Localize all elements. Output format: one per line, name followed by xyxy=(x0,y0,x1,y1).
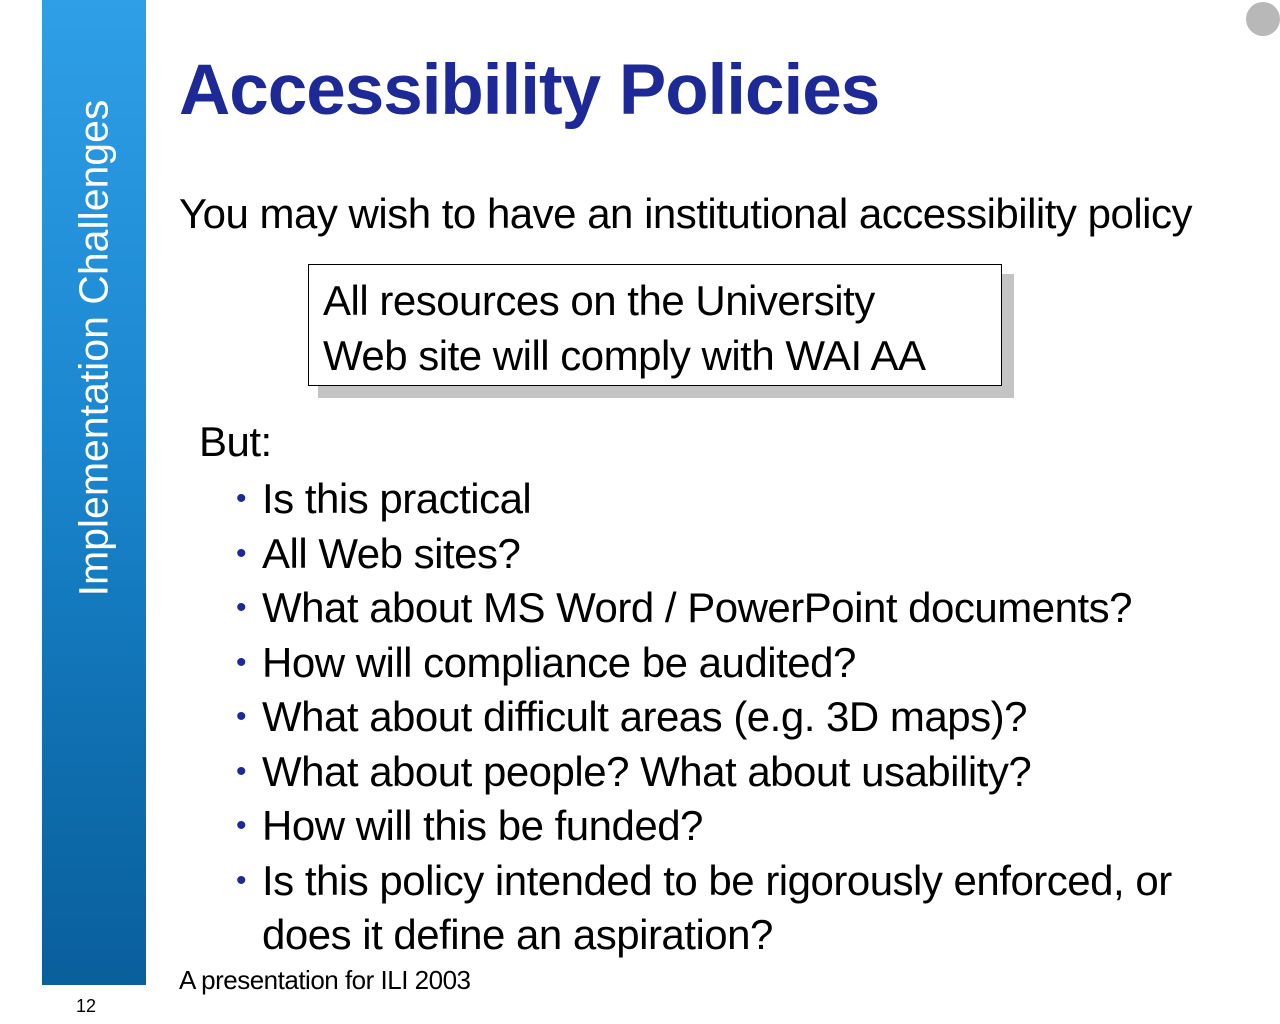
list-item xyxy=(236,527,1172,582)
bullet-icon: • xyxy=(236,700,247,733)
policy-line-2: Web site will comply with WAI AA xyxy=(323,332,926,379)
nav-circle-icon[interactable] xyxy=(1246,2,1280,36)
page-number: 12 xyxy=(76,996,97,1016)
but-label: But: xyxy=(199,418,272,465)
list-item-text: How will this be funded? xyxy=(262,802,703,849)
section-label: Implementation Challenges xyxy=(70,99,117,597)
bullet-icon: • xyxy=(236,863,247,897)
list-item-text: Is this practical xyxy=(262,475,532,522)
list-item xyxy=(236,690,1172,745)
question-list xyxy=(236,472,1172,963)
list-item-text: What about MS Word / PowerPoint documents? xyxy=(262,584,1132,631)
intro-text: You may wish to have an institutional accessibility policy xyxy=(179,190,1192,237)
list-item xyxy=(236,799,1172,854)
list-item xyxy=(236,581,1172,636)
list-item-text: All Web sites? xyxy=(262,529,521,577)
list-item-text: How will compliance be audited? xyxy=(262,638,856,686)
footer-text: A presentation for ILI 2003 xyxy=(179,965,471,995)
list-item-text: What about people? What about usability? xyxy=(262,747,1032,795)
list-item-text: What about difficult areas (e.g. 3D maps)? xyxy=(262,693,1027,740)
bullet-icon: • xyxy=(236,754,247,788)
list-item xyxy=(236,854,1172,909)
bullet-icon: • xyxy=(236,536,247,570)
list-item xyxy=(236,472,1172,527)
list-item-text: Is this policy intended to be rigorously enforced, or xyxy=(262,856,1172,904)
slide-title: Accessibility Policies xyxy=(179,51,880,130)
bullet-icon: • xyxy=(236,809,247,842)
list-item-text: does it define an aspiration? xyxy=(262,911,773,958)
list-item xyxy=(236,745,1172,800)
list-item xyxy=(236,636,1172,691)
list-item-continuation xyxy=(236,908,1172,963)
policy-line-1: All resources on the University xyxy=(323,277,875,324)
bullet-icon: • xyxy=(236,482,247,515)
bullet-icon: • xyxy=(236,645,247,679)
policy-statement-box xyxy=(308,264,1002,386)
bullet-icon: • xyxy=(236,591,247,624)
